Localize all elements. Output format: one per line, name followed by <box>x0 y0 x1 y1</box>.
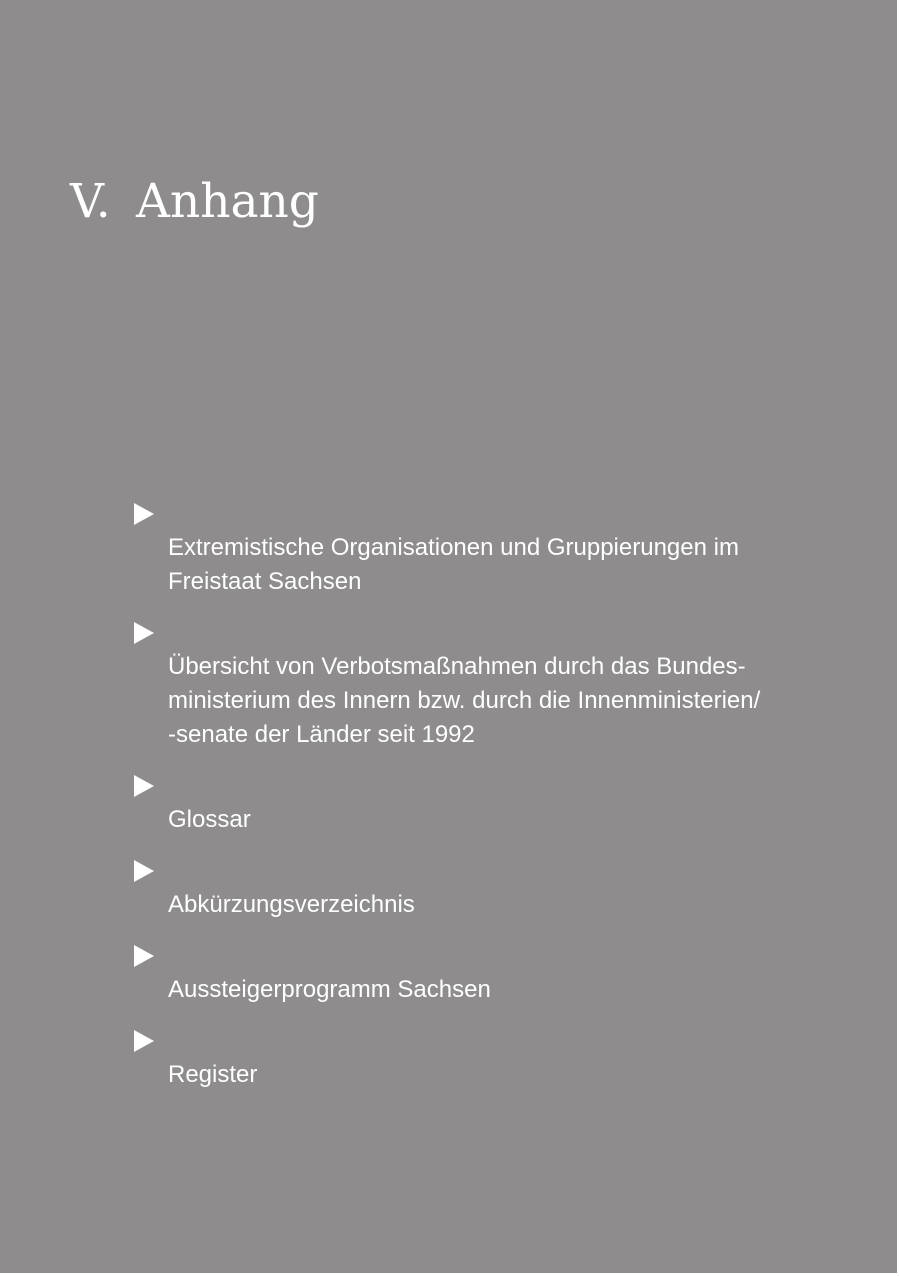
appendix-contents-list <box>134 497 814 1092</box>
toc-item-label: Glossar <box>168 806 251 833</box>
toc-item-extremistische-organisationen[interactable] <box>134 497 814 599</box>
triangle-right-icon <box>134 775 154 797</box>
toc-item-label: Register <box>168 1061 258 1088</box>
toc-item-label: Abkürzungsverzeichnis <box>168 891 415 918</box>
toc-item-aussteigerprogramm[interactable] <box>134 939 814 1007</box>
toc-item-label: Extremistische Organisationen und Gruppierungen im Freistaat Sachsen <box>168 534 739 595</box>
toc-item-abkuerzungsverzeichnis[interactable] <box>134 854 814 922</box>
toc-item-register[interactable] <box>134 1024 814 1092</box>
triangle-right-icon <box>134 1030 154 1052</box>
triangle-right-icon <box>134 860 154 882</box>
toc-item-label: Aussteigerprogramm Sachsen <box>168 976 491 1003</box>
chapter-number: V. <box>70 174 111 229</box>
triangle-right-icon <box>134 503 154 525</box>
toc-item-label: Übersicht von Verbotsmaßnahmen durch das Bundes- ministerium des Innern bzw. durch die Innenministerien/ -senate der Länder seit 1992 <box>168 653 761 748</box>
chapter-title <box>70 172 319 232</box>
toc-item-verbotsmassnahmen[interactable] <box>134 616 814 752</box>
chapter-name: Anhang <box>136 174 319 229</box>
triangle-right-icon <box>134 622 154 644</box>
triangle-right-icon <box>134 945 154 967</box>
toc-item-glossar[interactable] <box>134 769 814 837</box>
